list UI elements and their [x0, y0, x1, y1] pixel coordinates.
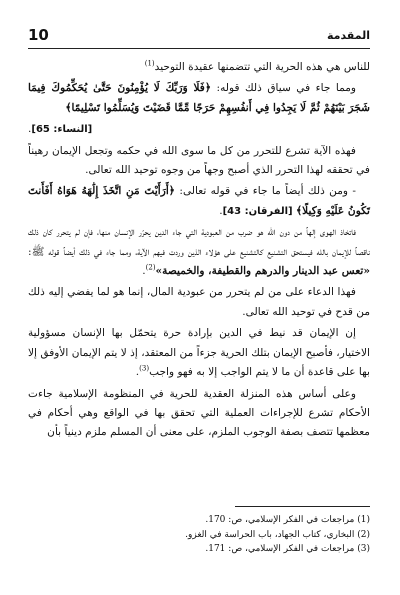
paragraph-6: فهذا الدعاء على من لم يتحرر من عبودية المال، إنما هو لما يفضي إليه ذلك من قدح في توحيد الله تعالى.	[28, 286, 370, 318]
paragraph-4: - ومن ذلك أيضاً ما جاء في قوله تعالى: ﴿أَرَأَيْتَ مَنِ اتَّخَذَ إِلَٰهَهُ هَوَاهُ أَفَأَنتَ تَكُونُ عَلَيْهِ وَكِيلًا﴾ [الفرقان: 43].	[28, 185, 370, 217]
paragraph-8: وعلى أساس هذه المنزلة العقدية للحرية في المنظومة الإسلامية جاءت الأحكام تشرع للإجراءات العملية التي تحقق بها في الواقع وهي أحكام في معظمها تتصف بصفة الوجوب الملزم، على معنى أن المسلم ملزم دينياً بأن	[28, 387, 370, 439]
page-body	[28, 58, 370, 445]
paragraph-1	[28, 58, 370, 77]
footnote-1	[28, 513, 370, 528]
book-page	[28, 0, 370, 595]
footnote-number: (3)	[357, 544, 370, 554]
footnote-ref-3: (3)	[139, 364, 150, 373]
paragraph-2-intro: ومما جاء في سياق ذلك قوله:	[211, 82, 356, 95]
paragraph-7: إن الإيمان قد نيط في الدين بإرادة حرة يتحمّل بها الإنسان مسؤولية الاختيار، فأصبح الإيمان بتلك الحرية جزءاً من المعتقد، إذ لا يتم الإيمان الأوفق إلا بها على قاعدة أن ما لا يتم الواجب إلا به فهو واجب$^{(3)}$.	[28, 327, 370, 379]
footnote-ref-2: (2)	[145, 263, 156, 272]
footnote-text: مراجعات في الفكر الإسلامي، ص: 171.	[205, 544, 355, 554]
footnote-3	[28, 542, 370, 557]
verse-reference-1: [النساء: 65]	[31, 124, 93, 136]
quran-verse-2: ﴿أَرَأَيْتَ مَنِ اتَّخَذَ إِلَٰهَهُ هَوَاهُ أَفَأَنتَ تَكُونُ عَلَيْهِ وَكِيلًا﴾	[28, 185, 370, 217]
footnote-2	[28, 528, 370, 543]
footnote-ref-1: (1)	[144, 59, 155, 68]
paragraph-4-intro: ومن ذلك أيضاً ما جاء في قوله تعالى:	[175, 185, 349, 198]
running-title: المقدمة	[326, 29, 370, 42]
paragraph-1-text: للناس هي هذه الحرية التي تتضمنها عقيدة التوحيد	[154, 61, 370, 73]
verse-reference-2: [الفرقان: 43]	[222, 205, 293, 217]
paragraph-5: فاتخاذ الهوى إلهاً من دون الله هو ضرب من العبودية التي جاء الدين يحرّر الإنسان منها، فإن لم يتحرر كان ذلك ناقصاً للإيمان بالله فيستحق التشنيع كالتشنيع على هؤلاء الذين وردت فيهم الآية، ومما جاء في ذلك أيضاً قوله ﷺ: «تعس عبد الدينار والدرهم والقطيفة، والخميصة»$^{(2)}$.	[28, 226, 370, 278]
quran-verse-1: ﴿فَلَا وَرَبِّكَ لَا يُؤْمِنُونَ حَتَّىٰ يُحَكِّمُوكَ فِيمَا شَجَرَ بَيْنَهُمْ ثُمَّ لَا يَجِدُوا فِي أَنفُسِهِمْ حَرَجًا مِّمَّا قَضَيْتَ وَيُسَلِّمُوا تَسْلِيمًا﴾	[28, 82, 370, 114]
footnotes	[28, 506, 370, 557]
footnote-number: (2)	[357, 529, 370, 540]
verse-reference-1-line: [النساء: 65].	[28, 123, 93, 136]
hadith-quote: «تعس عبد الدينار والدرهم والقطيفة، والخميصة»	[155, 265, 370, 278]
footnote-number: (1)	[357, 515, 370, 525]
paragraph-2	[28, 79, 370, 118]
footnote-text: مراجعات في الفكر الإسلامي، ص: 170.	[205, 515, 355, 525]
footnote-text: البخاري، كتاب الجهاد، باب الحراسة في الغزو.	[185, 529, 355, 540]
page-header	[28, 26, 370, 49]
page-number: 10	[28, 26, 49, 44]
paragraph-3: فهذه الآية تشرع للتحرر من كل ما سوى الله في حكمه وتجعل الإيمان رهيناً في تحققه لهذا التحرر الذي أصبح وجهاً من وجوه توحيد الله تعالى.	[28, 144, 370, 177]
paragraph-7-text: إن الإيمان قد نيط في الدين بإرادة حرة يتحمّل بها الإنسان مسؤولية الاختيار، فأصبح الإيمان بتلك الحرية جزءاً من المعتقد، إذ لا يتم الإيمان الأوفق إلا بها على قاعدة أن ما لا يتم الواجب إلا به فهو واجب	[28, 327, 370, 379]
paragraph-5-text: فاتخاذ الهوى إلهاً من دون الله هو ضرب من العبودية التي جاء الدين يحرّر الإنسان منها، فإن لم يتحرر كان ذلك ناقصاً للإيمان بالله فيستحق التشنيع كالتشنيع على هؤلاء الذين وردت فيهم الآية، ومما جاء في ذلك أيضاً قوله ﷺ:	[28, 226, 370, 258]
footnote-divider	[235, 506, 370, 507]
